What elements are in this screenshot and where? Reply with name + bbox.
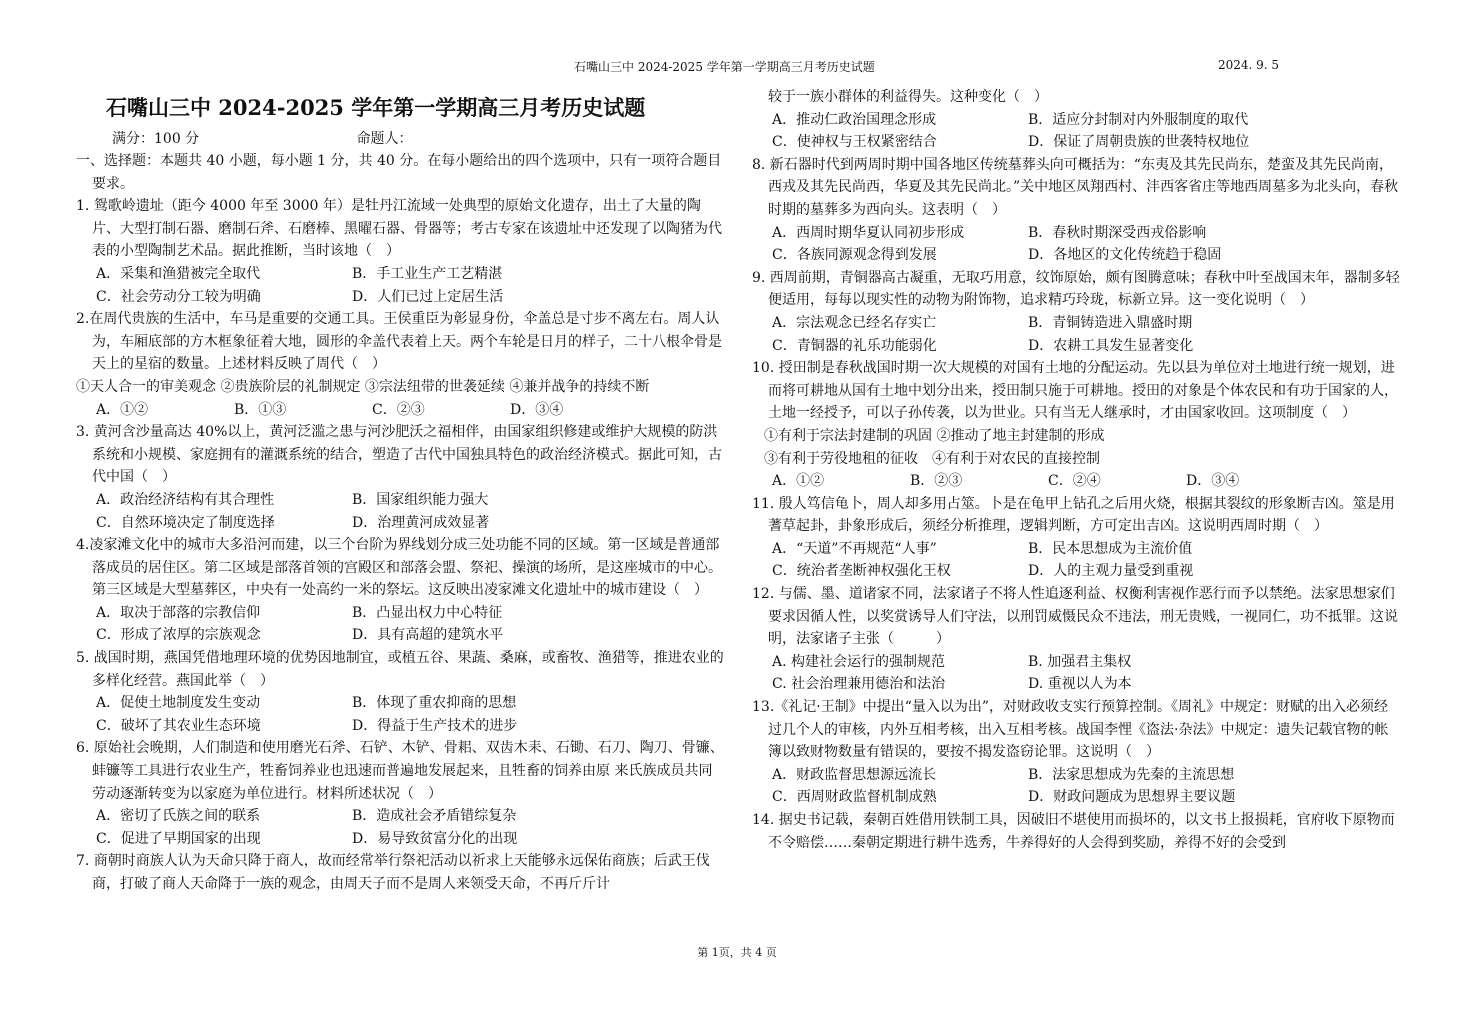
q5-option-c[interactable]: C．破坏了其农业生态环境	[96, 717, 261, 734]
q5-stem: 5. 战国时期，燕国凭借地理环境的优势因地制宜，或植五谷、果蔬、桑麻，或畜牧、渔猎等，推进农业的多样化经营。燕国此举（ ）	[76, 650, 724, 689]
q10-stem: 10. 授田制是春秋战国时期一次大规模的对国有土地的分配运动。先以县为单位对土地进行统一规划，进而将可耕地从国有土地中划分出来，授田制只施于可耕地。授田的对象是个体农民和有功于国家的人，土地一经授予，可以子孙传袭，以为世业。只有当无人继承时，才由国家收回。这项制度（ ）	[752, 360, 1398, 422]
q1-option-d[interactable]: D．人们已过上定居生活	[352, 288, 504, 305]
q12-option-a[interactable]: A. 构建社会运行的强制规范	[772, 653, 946, 670]
q4-option-c[interactable]: C．形成了浓厚的宗族观念	[96, 627, 261, 644]
q7-option-c[interactable]: C．使神权与王权紧密结合	[772, 134, 937, 151]
q10-items-2: ③有利于劳役地租的征收 ④有利于对农民的直接控制	[764, 450, 1100, 467]
q5-options-row2	[76, 715, 726, 738]
q6-stem: 6. 原始社会晚期，人们制造和使用磨光石斧、石铲、木铲、骨耜、双齿木耒、石锄、石刀、陶刀、骨镰、蚌镰等工具进行农业生产，牲畜饲养业也迅速而普遍地发展起来，且牲畜的饲养由原 来氏族成员共同劳动逐渐转变为以家庭为单位进行。材料所述状况（ ）	[76, 740, 724, 802]
right-column	[752, 86, 1402, 854]
q11-option-b[interactable]: B．民本思想成为主流价值	[1028, 540, 1193, 557]
q7-stem: 7. 商朝时商族人认为天命只降于商人，故而经常举行祭祀活动以祈求上天能够永远保佑商族；后武王伐商，打破了商人天命降于一族的观念，由周天子而不是周人来领受天命，不再斤斤计	[76, 853, 710, 892]
q12-option-c[interactable]: C. 社会治理兼用德治和法治	[772, 676, 946, 693]
q14-stem: 14. 据史书记载，秦朝百姓借用铁制工具，因破旧不堪使用而损坏的，以文书上报损耗，官府收下原物而不令赔偿……秦朝定期进行耕牛选秀，牛养得好的人会得到奖励，养得不好的会受到	[752, 812, 1395, 851]
question-author: 命题人：	[356, 131, 413, 147]
q2-option-b[interactable]: B．①③	[234, 401, 287, 418]
q13-option-d[interactable]: D．财政问题成为思想界主要议题	[1028, 789, 1236, 806]
q10-option-c[interactable]: C．②④	[1048, 473, 1101, 490]
q6-options-row1	[76, 805, 726, 828]
left-column	[76, 86, 726, 896]
q7-option-a[interactable]: A．推动仁政治国理念形成	[772, 111, 937, 128]
q11-stem: 11. 殷人笃信龟卜，周人却多用占筮。卜是在龟甲上钻孔之后用火烧，根据其裂纹的形象断吉凶。筮是用蓍草起卦，卦象形成后，须经分析推理，逻辑判断，方可定出吉凶。这说明西周时期（ ）	[752, 495, 1395, 535]
q3-option-c[interactable]: C．自然环境决定了制度选择	[96, 514, 275, 531]
exam-meta	[76, 128, 726, 150]
q1-option-c[interactable]: C．社会劳动分工较为明确	[96, 288, 261, 305]
q11-options-row2	[752, 560, 1402, 583]
q10-items-1: ①有利于宗法封建制的巩固 ②推动了地主封建制的形成	[764, 427, 1105, 444]
q7-option-d[interactable]: D．保证了周朝贵族的世袭特权地位	[1028, 134, 1250, 151]
q13-options-row1	[752, 764, 1402, 787]
q11-option-c[interactable]: C．统治者垄断神权强化王权	[772, 563, 951, 580]
q6-options-row2	[76, 828, 726, 851]
q8-stem: 8. 新石器时代到两周时期中国各地区传统墓葬头向可概括为：“东夷及其先民尚东，楚蛮及其先民尚南，西戎及其先民尚西，华夏及其先民尚北。”关中地区凤翔西村、沣西客省庄等地西周墓多为北头向，春秋时期的墓葬多为西向头。这表明（ ）	[752, 156, 1399, 218]
q3-stem: 3. 黄河含沙量高达 40%以上，黄河泛滥之患与河沙肥沃之福相伴，由国家组织修建或维护大规模的防洪系统和小规模、家庭拥有的灌溉系统的结合，塑造了古代中国独具特色的政治经济模式。据此可知，古代中国（ ）	[76, 424, 722, 486]
q3-options-row2	[76, 512, 726, 535]
running-header-date: 2024. 9. 5	[1218, 58, 1280, 72]
q3-option-a[interactable]: A．政治经济结构有其合理性	[96, 491, 275, 508]
q4-options-row1	[76, 602, 726, 625]
q4-stem: 4.凌家滩文化中的城市大多沿河而建，以三个台阶为界线划分成三处功能不同的区域。第一区域是普通部落成员的居住区。第二区域是部落首领的宫殿区和部落会盟、祭祀、操演的场所，是这座城市的中心。第三区域是大型墓葬区，中央有一处高约一米的祭坛。这反映出凌家滩文化遗址中的城市建设（ ）	[76, 537, 722, 599]
q13-option-b[interactable]: B．法家思想成为先秦的主流思想	[1028, 766, 1235, 783]
q2-stem: 2.在周代贵族的生活中，车马是重要的交通工具。王侯重臣为彰显身份，伞盖总是寸步不离左右。周人认为，车厢底部的方木框象征着大地，圆形的伞盖代表着上天。两个车轮是日月的样子，二十八根伞骨是天上的星宿的数量。上述材料反映了周代（ ）	[76, 311, 722, 373]
q9-options-row2	[752, 335, 1402, 358]
q1-options-row2	[76, 286, 726, 309]
q11-options-row1	[752, 538, 1402, 561]
section-instructions: 一、选择题：本题共 40 小题，每小题 1 分，共 40 分。在每小题给出的四个选项中，只有一项符合题目要求。	[76, 153, 722, 192]
q7-options-row2	[752, 131, 1402, 154]
q7-stem-continued: 较于一族小群体的利益得失。这种变化（ ）	[768, 89, 1048, 105]
q1-option-b[interactable]: B．手工业生产工艺精湛	[352, 265, 503, 282]
q12-stem: 12. 与儒、墨、道诸家不同，法家诸子不将人性追逐利益、权衡利害视作恶行而予以禁绝。法家思想家们要求因循人性，以奖赏诱导人们守法，以刑罚威慑民众不违法，刑无贵贱，一视同仁，功不抵罪。这说明，法家诸子主张（ ）	[752, 586, 1398, 648]
q1-stem: 1. 鸳歌岭遗址（距今 4000 年至 3000 年）是牡丹江流域一处典型的原始文化遗存，出土了大量的陶片、大型打制石器、磨制石斧、石磨棒、黑曜石器、骨器等；考古专家在该遗址中还发现了以陶猪为代表的小型陶制艺术品。据此推断，当时该地（ ）	[76, 198, 722, 260]
q8-options-row1	[752, 222, 1402, 245]
q4-option-a[interactable]: A．取决于部落的宗教信仰	[96, 604, 261, 621]
q6-option-c[interactable]: C．促进了早期国家的出现	[96, 830, 261, 847]
q2-option-d[interactable]: D．③④	[510, 401, 564, 418]
q9-stem: 9. 西周前期，青铜器高古凝重，无取巧用意，纹饰原始，颇有图腾意味；春秋中叶至战国末年，器制多轻便适用，每每以现实性的动物为附饰物，追求精巧玲珑，标新立异。这一变化说明（ ）	[752, 269, 1400, 309]
q8-option-a[interactable]: A．西周时期华夏认同初步形成	[772, 224, 965, 241]
q4-options-row2	[76, 624, 726, 647]
q5-option-a[interactable]: A．促使土地制度发生变动	[96, 695, 261, 712]
q8-option-c[interactable]: C．各族同源观念得到发展	[772, 247, 937, 264]
q7-option-b[interactable]: B．适应分封制对内外服制度的取代	[1028, 111, 1249, 128]
q9-options-row1	[752, 312, 1402, 335]
q9-option-d[interactable]: D．农耕工具发生显著变化	[1028, 337, 1194, 354]
q4-option-d[interactable]: D．具有高超的建筑水平	[352, 627, 504, 644]
q12-option-d[interactable]: D. 重视以人为本	[1028, 676, 1132, 693]
q2-option-c[interactable]: C．②③	[372, 401, 425, 418]
q3-option-b[interactable]: B．国家组织能力强大	[352, 491, 489, 508]
q11-option-a[interactable]: A．“天道”不再规范“人事”	[772, 540, 937, 557]
q6-option-b[interactable]: B．造成社会矛盾错综复杂	[352, 808, 517, 825]
q2-option-a[interactable]: A．①②	[96, 401, 149, 418]
q5-options-row1	[76, 692, 726, 715]
q2-options	[76, 399, 726, 422]
q4-option-b[interactable]: B．凸显出权力中心特征	[352, 604, 503, 621]
q11-option-d[interactable]: D．人的主观力量受到重视	[1028, 563, 1194, 580]
q6-option-d[interactable]: D．易导致贫富分化的出现	[352, 830, 518, 847]
q5-option-b[interactable]: B．体现了重农抑商的思想	[352, 695, 517, 712]
q5-option-d[interactable]: D．得益于生产技术的进步	[352, 717, 518, 734]
q13-option-a[interactable]: A．财政监督思想源远流长	[772, 766, 937, 783]
q12-option-b[interactable]: B. 加强君主集权	[1028, 653, 1132, 670]
q12-options-row1	[752, 651, 1402, 674]
q10-option-b[interactable]: B．②③	[910, 473, 963, 490]
q8-option-d[interactable]: D．各地区的文化传统趋于稳固	[1028, 247, 1222, 264]
q8-option-b[interactable]: B．春秋时期深受西戎俗影响	[1028, 224, 1207, 241]
q1-options-row1	[76, 263, 726, 286]
q13-stem: 13.《礼记·王制》中提出“量入以为出”，对财政收支实行预算控制。《周礼》中规定：财赋的出入必须经过几个人的审核，内外互相考核，出入互相考核。战国李悝《盗法·杂法》中规定：遗失记载官物的帐簿以致财物数量有错误的，要按不揭发盗窃论罪。这说明（ ）	[752, 699, 1389, 761]
q12-options-row2	[752, 673, 1402, 696]
q10-options	[752, 470, 1402, 493]
full-score: 满分：100 分	[112, 131, 200, 147]
q9-option-c[interactable]: C．青铜器的礼乐功能弱化	[772, 337, 937, 354]
q13-option-c[interactable]: C．西周财政监督机制成熟	[772, 789, 937, 806]
q8-options-row2	[752, 244, 1402, 267]
q3-options-row1	[76, 489, 726, 512]
q10-option-a[interactable]: A．①②	[772, 473, 825, 490]
q2-items: ①天人合一的审美观念 ②贵族阶层的礼制规定 ③宗法纽带的世袭延续 ④兼并战争的持续不断	[76, 378, 650, 395]
q13-options-row2	[752, 786, 1402, 809]
q10-option-d[interactable]: D．③④	[1186, 473, 1240, 490]
q9-option-b[interactable]: B．青铜铸造进入鼎盛时期	[1028, 314, 1193, 331]
q3-option-d[interactable]: D．治理黄河成效显著	[352, 514, 490, 531]
exam-title: 石嘴山三中 2024-2025 学年第一学期高三月考历史试题	[106, 95, 646, 120]
q6-option-a[interactable]: A．密切了氏族之间的联系	[96, 808, 261, 825]
q7-options-row1	[752, 109, 1402, 132]
running-header-title: 石嘴山三中 2024-2025 学年第一学期高三月考历史试题	[574, 60, 875, 74]
q1-option-a[interactable]: A．采集和渔猎被完全取代	[96, 265, 261, 282]
q9-option-a[interactable]: A．宗法观念已经名存实亡	[772, 314, 937, 331]
page-footer: 第 1页，共 4 页	[697, 946, 777, 959]
